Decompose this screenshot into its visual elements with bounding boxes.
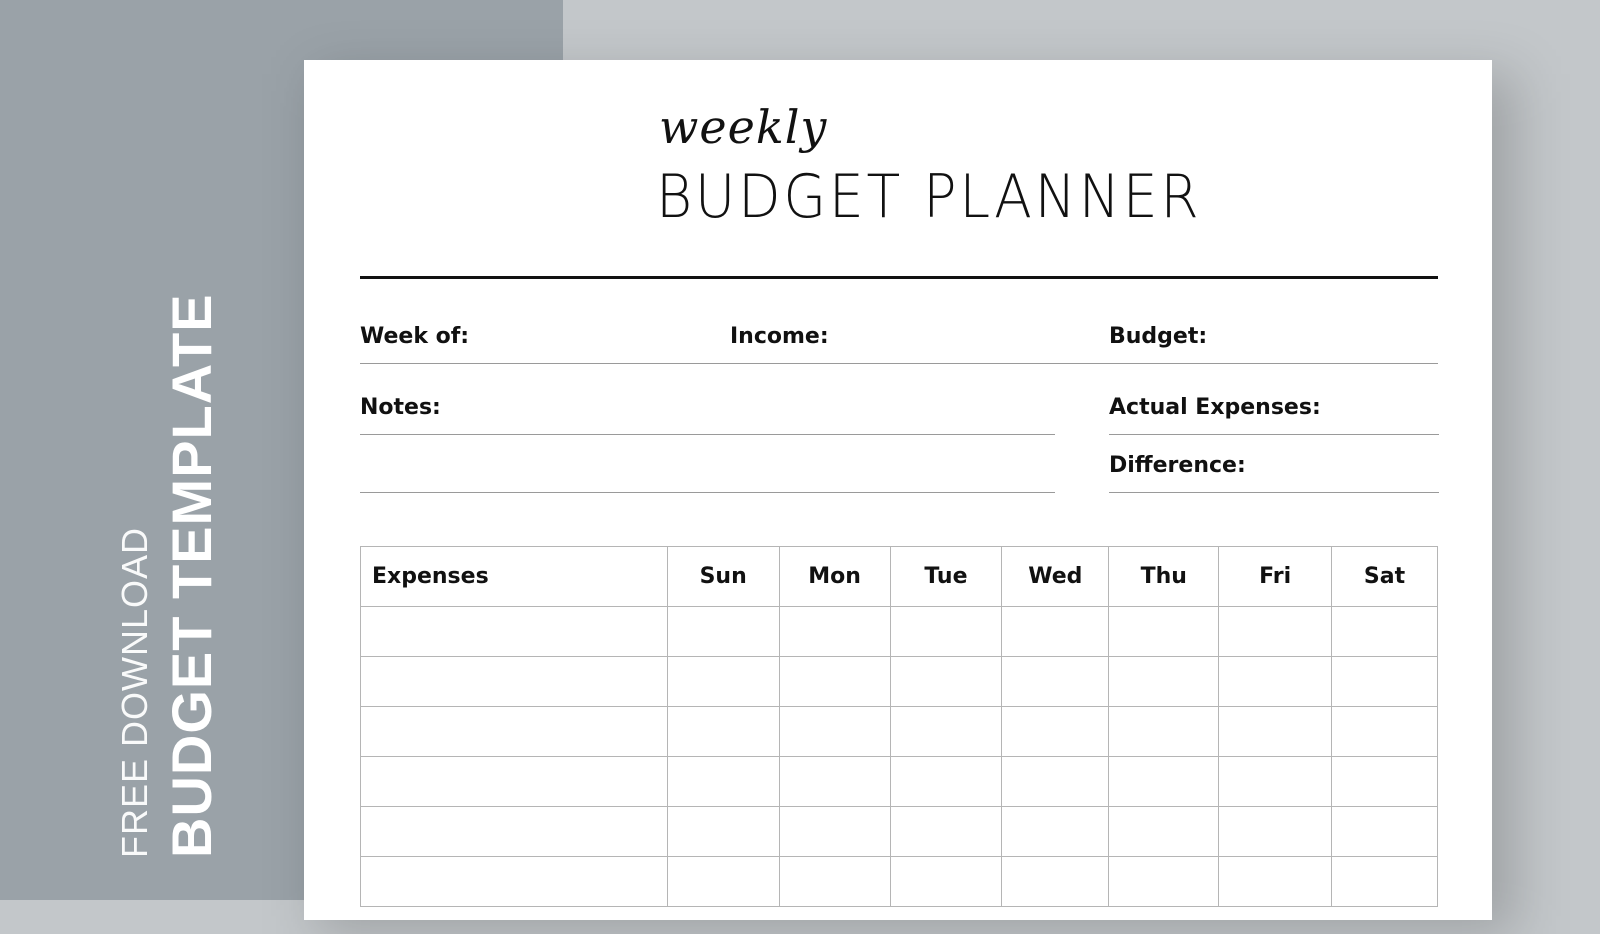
table-row <box>361 657 1438 707</box>
table-cell[interactable] <box>890 807 1002 857</box>
table-cell[interactable] <box>1332 857 1438 907</box>
table-cell[interactable] <box>890 757 1002 807</box>
table-cell[interactable] <box>779 607 890 657</box>
table-cell[interactable] <box>667 707 779 757</box>
table-cell[interactable] <box>361 657 668 707</box>
header-thu: Thu <box>1109 547 1219 607</box>
title-divider <box>360 276 1438 279</box>
table-cell[interactable] <box>890 857 1002 907</box>
table-cell[interactable] <box>1002 657 1109 707</box>
table-cell[interactable] <box>1002 857 1109 907</box>
difference-label: Difference: <box>1109 453 1246 478</box>
notes-label: Notes: <box>360 395 441 420</box>
table-cell[interactable] <box>1219 757 1332 807</box>
table-cell[interactable] <box>361 707 668 757</box>
table-row <box>361 757 1438 807</box>
table-row <box>361 607 1438 657</box>
planner-sheet <box>304 60 1492 920</box>
header-expenses: Expenses <box>361 547 668 607</box>
table-cell[interactable] <box>1002 807 1109 857</box>
table-cell[interactable] <box>1219 657 1332 707</box>
header-sun: Sun <box>667 547 779 607</box>
table-cell[interactable] <box>1002 757 1109 807</box>
table-cell[interactable] <box>667 807 779 857</box>
actual-expenses-line[interactable] <box>1109 434 1439 435</box>
header-mon: Mon <box>779 547 890 607</box>
table-cell[interactable] <box>779 757 890 807</box>
table-cell[interactable] <box>1332 807 1438 857</box>
table-cell[interactable] <box>1002 707 1109 757</box>
notes-line-1[interactable] <box>360 434 1055 435</box>
table-row <box>361 857 1438 907</box>
table-cell[interactable] <box>1109 707 1219 757</box>
table-row <box>361 707 1438 757</box>
table-cell[interactable] <box>1109 757 1219 807</box>
difference-line[interactable] <box>1109 492 1439 493</box>
header-fri: Fri <box>1219 547 1332 607</box>
table-cell[interactable] <box>1219 857 1332 907</box>
table-cell[interactable] <box>1332 657 1438 707</box>
table-cell[interactable] <box>779 807 890 857</box>
table-cell[interactable] <box>361 857 668 907</box>
table-cell[interactable] <box>667 607 779 657</box>
table-cell[interactable] <box>1219 607 1332 657</box>
title-script: weekly <box>659 100 828 154</box>
table-cell[interactable] <box>667 657 779 707</box>
planner-title <box>304 100 1492 300</box>
table-cell[interactable] <box>361 757 668 807</box>
table-cell[interactable] <box>667 757 779 807</box>
table-cell[interactable] <box>1109 857 1219 907</box>
table-cell[interactable] <box>361 607 668 657</box>
table-cell[interactable] <box>1332 707 1438 757</box>
expenses-table <box>360 546 1438 907</box>
table-cell[interactable] <box>1002 607 1109 657</box>
table-cell[interactable] <box>1219 807 1332 857</box>
header-tue: Tue <box>890 547 1002 607</box>
table-cell[interactable] <box>890 657 1002 707</box>
table-cell[interactable] <box>1332 757 1438 807</box>
header-wed: Wed <box>1002 547 1109 607</box>
table-cell[interactable] <box>1219 707 1332 757</box>
week-of-label: Week of: <box>360 324 470 349</box>
side-title: BUDGET TEMPLATE <box>160 293 223 858</box>
title-main: BUDGET PLANNER <box>656 162 1202 232</box>
budget-label: Budget: <box>1109 324 1208 349</box>
table-cell[interactable] <box>779 657 890 707</box>
table-cell[interactable] <box>1109 657 1219 707</box>
table-cell[interactable] <box>667 857 779 907</box>
row1-field-line[interactable] <box>360 363 1438 364</box>
table-cell[interactable] <box>1109 807 1219 857</box>
side-subtitle: FREE DOWNLOAD <box>114 526 155 858</box>
table-cell[interactable] <box>361 807 668 857</box>
actual-expenses-label: Actual Expenses: <box>1109 395 1321 420</box>
header-sat: Sat <box>1332 547 1438 607</box>
table-cell[interactable] <box>1332 607 1438 657</box>
table-cell[interactable] <box>779 857 890 907</box>
table-cell[interactable] <box>890 707 1002 757</box>
income-label: Income: <box>730 324 829 349</box>
table-row <box>361 807 1438 857</box>
table-cell[interactable] <box>890 607 1002 657</box>
notes-line-2[interactable] <box>360 492 1055 493</box>
table-cell[interactable] <box>779 707 890 757</box>
table-header-row <box>361 547 1438 607</box>
side-banner <box>114 0 224 858</box>
table-cell[interactable] <box>1109 607 1219 657</box>
